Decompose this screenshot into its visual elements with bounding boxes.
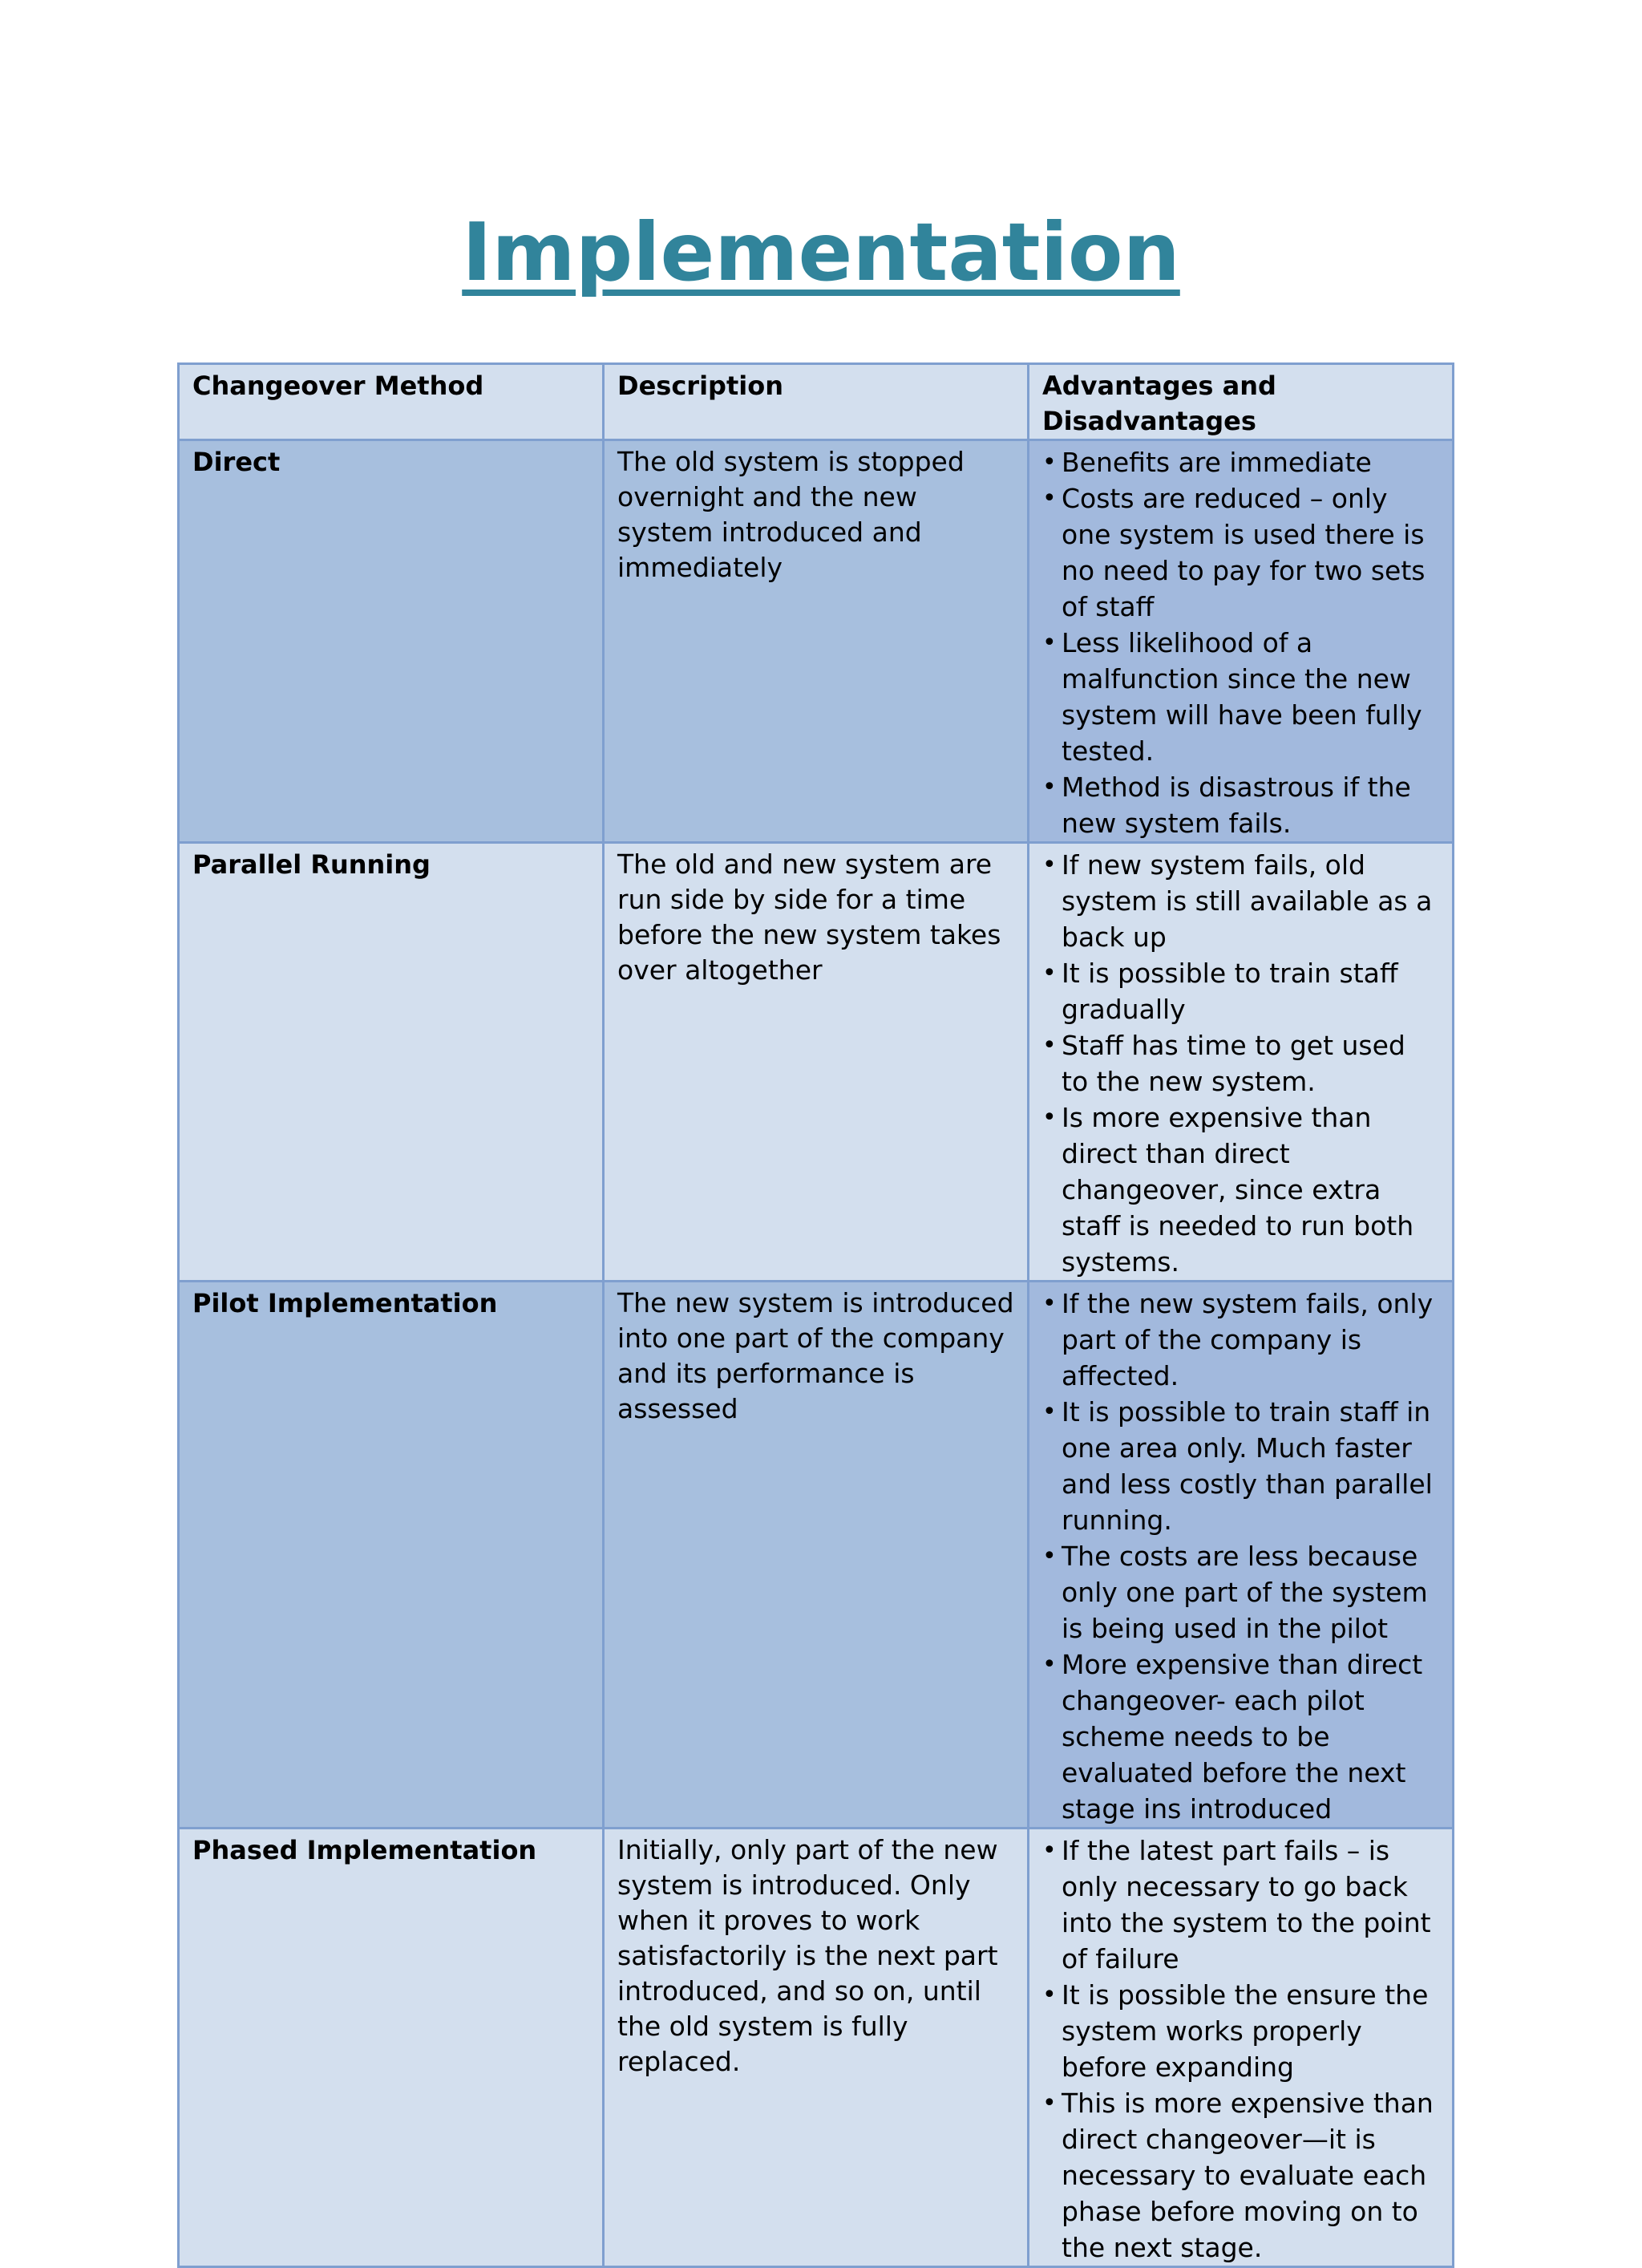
table-row-direct bbox=[179, 440, 1454, 843]
table-row-phased-implementation bbox=[179, 1829, 1454, 2267]
description-cell: The old system is stopped overnight and the new system introduced and immediately bbox=[604, 440, 1029, 843]
advantages-cell bbox=[1029, 1282, 1454, 1829]
bullet-icon: • bbox=[1042, 1398, 1057, 1426]
header-changeover-method: Changeover Method bbox=[179, 364, 604, 440]
advantages-cell bbox=[1029, 843, 1454, 1282]
list-item: • Staff has time to get used to the new system. bbox=[1042, 1027, 1439, 1100]
list-item: • If the latest part fails – is only necessary to go back into the system to the point of failure bbox=[1042, 1833, 1439, 1977]
bullet-icon: • bbox=[1042, 1650, 1057, 1679]
header-description: Description bbox=[604, 364, 1029, 440]
bullet-icon: • bbox=[1042, 1542, 1057, 1570]
list-item: • More expensive than direct changeover- each pilot scheme needs to be evaluated before the next stage ins introduced bbox=[1042, 1646, 1439, 1827]
description-cell: The old and new system are run side by side for a time before the new system takes over altogether bbox=[604, 843, 1029, 1282]
changeover-methods-table bbox=[177, 362, 1454, 2268]
list-item: • It is possible to train staff gradually bbox=[1042, 955, 1439, 1027]
bullet-icon: • bbox=[1042, 1104, 1057, 1132]
method-cell: Phased Implementation bbox=[179, 1829, 604, 2267]
list-item: • It is possible to train staff in one area only. Much faster and less costly than parallel running. bbox=[1042, 1394, 1439, 1538]
advantages-cell bbox=[1029, 440, 1454, 843]
list-item: • This is more expensive than direct changeover—it is necessary to evaluate each phase before moving on to the next stage. bbox=[1042, 2085, 1439, 2266]
bullet-icon: • bbox=[1042, 448, 1057, 476]
advantages-list bbox=[1042, 847, 1439, 1280]
bullet-icon: • bbox=[1042, 959, 1057, 987]
table-row-pilot-implementation bbox=[179, 1282, 1454, 1829]
advantages-list bbox=[1042, 1286, 1439, 1827]
bullet-icon: • bbox=[1042, 2089, 1057, 2117]
list-item: • Costs are reduced – only one system is used there is no need to pay for two sets of staff bbox=[1042, 480, 1439, 625]
list-item: • Is more expensive than direct than direct changeover, since extra staff is needed to run both systems. bbox=[1042, 1100, 1439, 1280]
advantages-cell bbox=[1029, 1829, 1454, 2267]
list-item: • Less likelihood of a malfunction since the new system will have been fully tested. bbox=[1042, 625, 1439, 769]
description-cell: Initially, only part of the new system is introduced. Only when it proves to work satisfactorily is the next part introduced, and so on, until the old system is fully replaced. bbox=[604, 1829, 1029, 2267]
bullet-icon: • bbox=[1042, 484, 1057, 512]
list-item: • It is possible the ensure the system works properly before expanding bbox=[1042, 1977, 1439, 2085]
list-item: • If new system fails, old system is still available as a back up bbox=[1042, 847, 1439, 955]
bullet-icon: • bbox=[1042, 1031, 1057, 1059]
bullet-icon: • bbox=[1042, 1981, 1057, 2009]
bullet-icon: • bbox=[1042, 1290, 1057, 1318]
list-item: • Method is disastrous if the new system fails. bbox=[1042, 769, 1439, 841]
list-item: • The costs are less because only one part of the system is being used in the pilot bbox=[1042, 1538, 1439, 1646]
description-cell: The new system is introduced into one part of the company and its performance is assessed bbox=[604, 1282, 1029, 1829]
method-cell: Parallel Running bbox=[179, 843, 604, 1282]
list-item: • Benefits are immediate bbox=[1042, 444, 1439, 480]
method-cell: Pilot Implementation bbox=[179, 1282, 604, 1829]
advantages-list bbox=[1042, 444, 1439, 841]
table-header-row bbox=[179, 364, 1454, 440]
bullet-icon: • bbox=[1042, 851, 1057, 879]
bullet-icon: • bbox=[1042, 629, 1057, 657]
page-title: Implementation bbox=[462, 205, 1180, 299]
header-advantages-disadvantages: Advantages and Disadvantages bbox=[1029, 364, 1454, 440]
table-row-parallel-running bbox=[179, 843, 1454, 1282]
bullet-icon: • bbox=[1042, 773, 1057, 801]
list-item: • If the new system fails, only part of the company is affected. bbox=[1042, 1286, 1439, 1394]
bullet-icon: • bbox=[1042, 1837, 1057, 1865]
method-cell: Direct bbox=[179, 440, 604, 843]
advantages-list bbox=[1042, 1833, 1439, 2266]
